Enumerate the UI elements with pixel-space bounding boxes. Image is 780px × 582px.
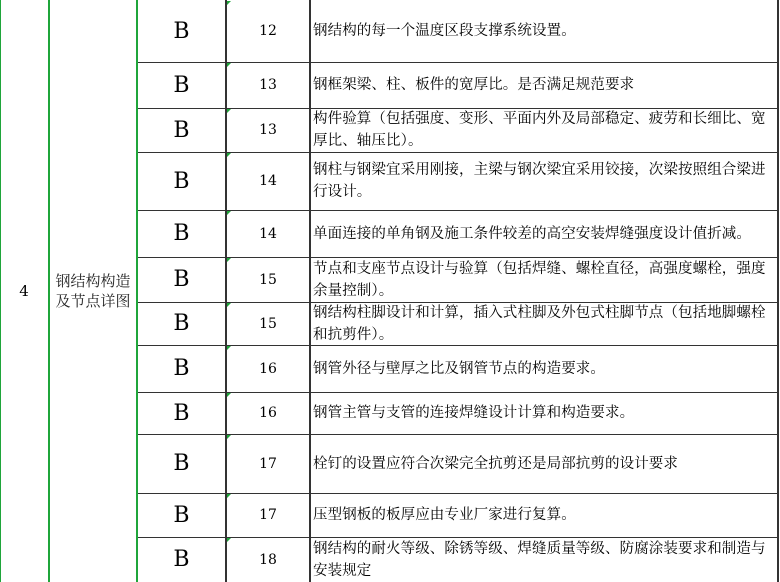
row-text <box>313 210 777 257</box>
comment-marker-icon <box>227 494 231 498</box>
row-text <box>313 537 777 582</box>
row-text-content: 节点和支座节点设计与验算（包括焊缝、螺栓直径，高强度螺栓，强度余量控制）。 <box>313 260 766 299</box>
row-page: 13 <box>259 122 277 138</box>
comment-marker-icon <box>227 63 231 67</box>
row-page: 18 <box>259 551 277 568</box>
row-page: 14 <box>259 173 277 189</box>
row-text <box>313 257 777 302</box>
row-page: 16 <box>259 360 277 377</box>
row-text-content: 钢框架梁、柱、板件的宽厚比。是否满足规范要求 <box>313 77 635 93</box>
row-text-content: 压型钢板的板厚应由专业厂家进行复算。 <box>313 507 576 523</box>
row-grade: B <box>173 547 190 572</box>
row-grade: B <box>173 117 190 143</box>
comment-marker-icon <box>227 1 231 5</box>
row-page: 15 <box>259 271 277 288</box>
comment-marker-icon <box>227 109 231 113</box>
comment-marker-icon <box>227 153 231 157</box>
section-index: 4 <box>19 282 29 300</box>
row-page: 14 <box>259 225 277 242</box>
row-text <box>313 392 777 434</box>
section-category <box>50 0 136 582</box>
row-text <box>313 62 777 108</box>
row-grade: B <box>173 18 190 44</box>
row-text-content: 构件验算（包括强度、变形、平面内外及局部稳定、疲劳和长细比、宽厚比、轴压比）。 <box>313 111 766 149</box>
row-text-content: 栓钉的设置应符合次梁完全抗剪还是局部抗剪的设计要求 <box>313 455 678 472</box>
comment-marker-icon <box>227 435 231 439</box>
comment-marker-icon <box>227 258 231 262</box>
comment-marker-icon <box>227 346 231 350</box>
row-page: 17 <box>259 507 277 523</box>
row-text <box>313 493 777 537</box>
row-text <box>313 345 777 392</box>
row-grade: B <box>173 451 190 476</box>
row-page: 16 <box>259 405 277 421</box>
row-grade: B <box>173 168 190 194</box>
row-text-content: 钢柱与钢梁宜采用刚接，主梁与钢次梁宜采用铰接，次梁按照组合梁进行设计。 <box>313 162 766 200</box>
column-border <box>309 0 311 582</box>
row-grade: B <box>173 400 190 426</box>
row-grade: B <box>173 311 190 336</box>
row-page: 17 <box>259 455 277 472</box>
comment-marker-icon <box>227 393 231 397</box>
row-grade: B <box>173 356 190 381</box>
row-text-content: 单面连接的单角钢及施工条件较差的高空安装焊缝强度设计值折减。 <box>313 225 751 242</box>
row-page: 15 <box>259 315 277 332</box>
row-text-content: 钢结构的每一个温度区段支撑系统设置。 <box>313 23 576 39</box>
row-text-content: 钢管主管与支管的连接焊缝设计计算和构造要求。 <box>313 405 635 421</box>
row-text <box>313 108 777 152</box>
row-text <box>313 434 777 493</box>
comment-marker-icon <box>227 211 231 215</box>
column-border-right <box>777 0 779 582</box>
row-grade: B <box>173 72 190 98</box>
row-text <box>313 152 777 210</box>
row-grade: B <box>173 267 190 292</box>
comment-marker-icon <box>227 303 231 307</box>
row-grade: B <box>173 502 190 528</box>
row-page: 12 <box>259 23 277 39</box>
row-text-content: 钢结构柱脚设计和计算，插入式柱脚及外包式柱脚节点（包括地脚螺栓和抗剪件）。 <box>313 304 766 343</box>
section-category-label: 钢结构构造及节点详图 <box>55 272 131 310</box>
row-text-content: 钢结构的耐火等级、除锈等级、焊缝质量等级、防腐涂装要求和制造与安装规定 <box>313 540 766 579</box>
row-text <box>313 302 777 345</box>
row-page: 13 <box>259 77 277 93</box>
comment-marker-icon <box>227 538 231 542</box>
row-text-content: 钢管外径与壁厚之比及钢管节点的构造要求。 <box>313 360 605 377</box>
row-grade: B <box>173 221 190 246</box>
row-text <box>313 0 777 62</box>
